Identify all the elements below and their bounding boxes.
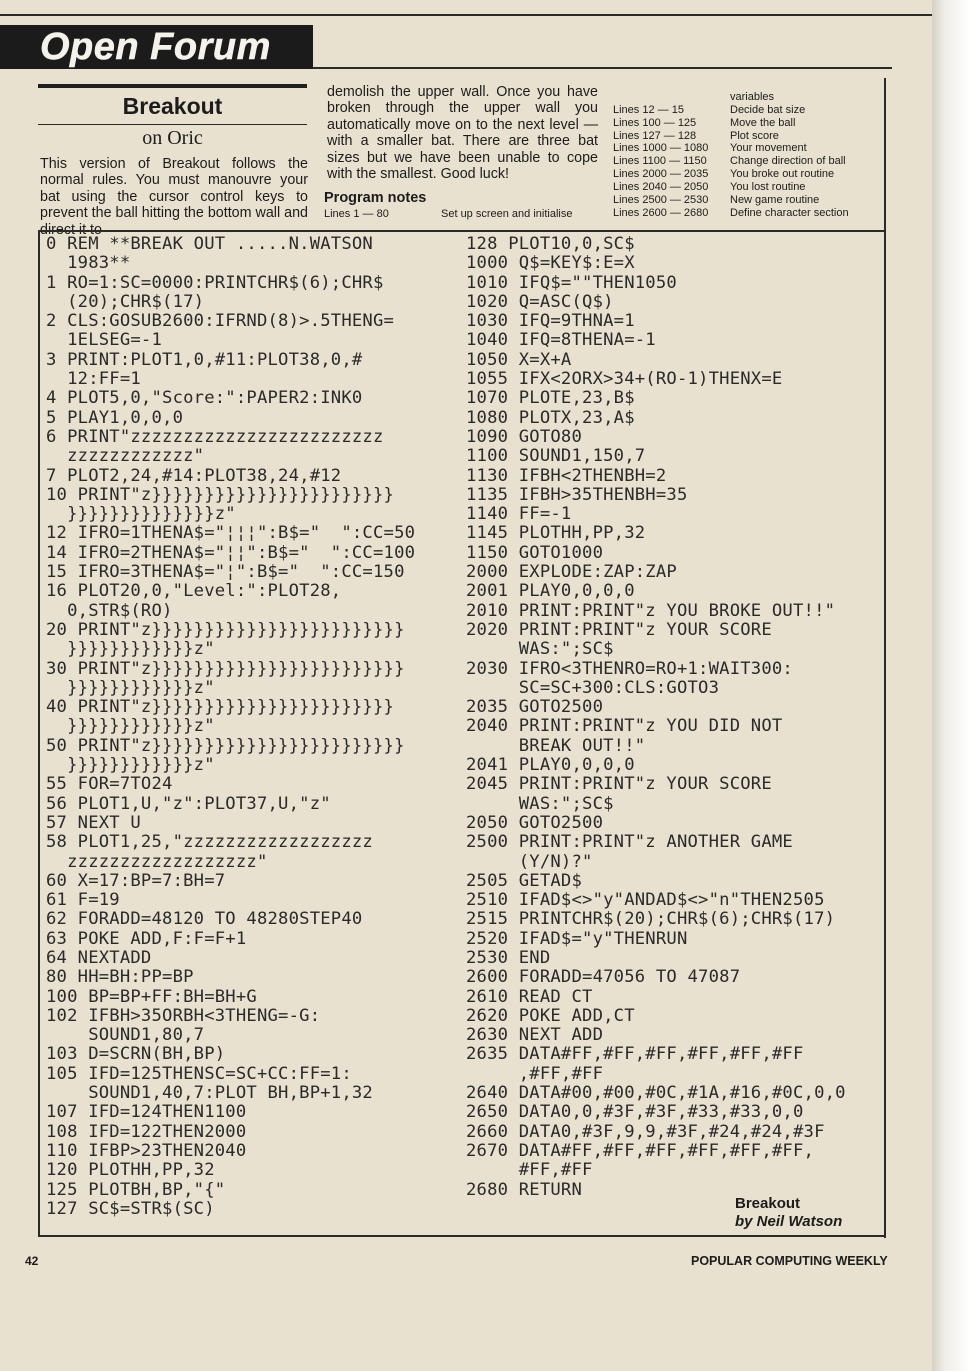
article-title: Breakout	[122, 93, 223, 119]
program-notes-first-row	[324, 207, 594, 221]
notes-description: Decide bat size	[730, 103, 806, 116]
notes-lines: Lines 2040 — 2050	[613, 180, 709, 193]
notes-lines: Lines 2500 — 2530	[613, 193, 709, 206]
notes-description: You lost routine	[730, 180, 806, 193]
notes-lines: Lines 127 — 128	[613, 129, 697, 142]
notes-lines: Lines 100 — 125	[613, 116, 697, 129]
intro-column-1: This version of Breakout follows the normal rules. You must manouvre your bat using the cursor control keys to prevent the ball hitting the bottom wall and direct it to	[40, 156, 308, 238]
credit-author: by Neil Watson	[735, 1213, 843, 1230]
magazine-name: POPULAR COMPUTING WEEKLY	[691, 1254, 888, 1268]
notes-lines: Lines 12 — 15	[613, 103, 684, 116]
article-subtitle: on Oric	[142, 127, 203, 149]
credit-title: Breakout	[735, 1195, 801, 1212]
section-title: Open Forum	[40, 26, 271, 68]
banner-rule	[313, 67, 892, 69]
program-listing	[38, 230, 886, 1237]
notes-description: variables	[730, 91, 775, 103]
binding-gutter	[932, 0, 970, 1371]
listing-credit	[735, 1195, 842, 1231]
listing-right-column: 128 PLOT10,0,SC$ 1000 Q$=KEY$:E=X 1010 IFQ$=""THEN1050 1020 Q=ASC(Q$) 1030 IFQ=9THNA=1 1040 IFQ=8THENA=-1 1050 X=X+A 1055 IFX<2ORX>34+(RO-1)THENX=E 1070 PLOTE,23,B$ 1080 PLOTX,23,A$ 1090 GOTO80 1100 SOUND1,150,7 1130 IFBH<2THENBH=2 1135 IFBH>35THENBH=35 1140 FF=-1 1145 PLOTHH,PP,32 1150 GOTO1000 2000 EXPLODE:ZAP:ZAP 2001 PLAY0,0,0,0 2010 PRINT:PRINT"z YOU BROKE OUT!!" 2020 PRINT:PRINT"z YOUR SCORE WAS:";SC$ 2030 IFRO<3THENRO=RO+1:WAIT300: SC=SC+300:CLS:GOTO3 2035 GOTO2500 2040 PRINT:PRINT"z YOU DID NOT BREAK OUT!!" 2041 PLAY0,0,0,0 2045 PRINT:PRINT"z YOUR SCORE WAS:";SC$ 2050 GOTO2500 2500 PRINT:PRINT"z ANOTHER GAME (Y/N)?" 2505 GETAD$ 2510 IFAD$<>"y"ANDAD$<>"n"THEN2505 2515 PRINTCHR$(20);CHR$(6);CHR$(17) 2520 IFAD$="y"THENRUN 2530 END 2600 FORADD=47056 TO 47087 2610 READ CT 2620 POKE ADD,CT 2630 NEXT ADD 2635 DATA#FF,#FF,#FF,#FF,#FF,#FF ,#FF,#FF 2640 DATA#00,#00,#0C,#1A,#16,#0C,0,0 2650 DATA0,0,#3F,#3F,#33,#33,0,0 2660 DATA0,#3F,9,9,#3F,#24,#24,#3F 2670 DATA#FF,#FF,#FF,#FF,#FF,#FF, #FF,#FF 2680 RETURN	[466, 234, 846, 1200]
notes-lines: Lines 1 — 80	[324, 208, 389, 220]
title-divider	[38, 124, 307, 125]
title-box-rule	[38, 84, 307, 88]
notes-lines: Lines 1000 — 1080	[613, 142, 709, 155]
program-notes-heading: Program notes	[324, 190, 427, 206]
notes-description: Define character section	[730, 206, 849, 219]
top-rule	[0, 14, 932, 16]
notes-description: Plot score	[730, 129, 779, 142]
notes-lines: Lines 1100 — 1150	[613, 155, 707, 168]
notes-description: Your movement	[730, 142, 807, 155]
section-banner	[0, 25, 313, 69]
notes-lines: Lines 2600 — 2680	[613, 206, 709, 219]
notes-description: Move the ball	[730, 116, 796, 129]
notes-description: New game routine	[730, 193, 820, 206]
listing-left-column: 0 REM **BREAK OUT .....N.WATSON 1983** 1 RO=1:SC=0000:PRINTCHR$(6);CHR$ (20);CHR$(17) 2 CLS:GOSUB2600:IFRND(8)>.5THENG= 1ELSEG=-1 3 PRINT:PLOT1,0,#11:PLOT38,0,# 12:FF=1 4 PLOT5,0,"Score:":PAPER2:INK0 5 PLAY1,0,0,0 6 PRINT"zzzzzzzzzzzzzzzzzzzzzzzz zzzzzzzzzzzz" 7 PLOT2,24,#14:PLOT38,24,#12 10 PRINT"z}}}}}}}}}}}}}}}}}}}}}}} }}}}}}}}}}}}}}z" 12 IFRO=1THENA$="¦¦¦":B$=" ":CC=50 14 IFRO=2THENA$="¦¦":B$=" ":CC=100 15 IFRO=3THENA$="¦":B$=" ":CC=150 16 PLOT20,0,"Level:":PLOT28, 0,STR$(RO) 20 PRINT"z}}}}}}}}}}}}}}}}}}}}}}}} }}}}}}}}}}}}z" 30 PRINT"z}}}}}}}}}}}}}}}}}}}}}}}} }}}}}}}}}}}}z" 40 PRINT"z}}}}}}}}}}}}}}}}}}}}}}} }}}}}}}}}}}}z" 50 PRINT"z}}}}}}}}}}}}}}}}}}}}}}}} }}}}}}}}}}}}z" 55 FOR=7TO24 56 PLOT1,U,"z":PLOT37,U,"z" 57 NEXT U 58 PLOT1,25,"zzzzzzzzzzzzzzzzzz zzzzzzzzzzzzzzzzzz" 60 X=17:BP=7:BH=7 61 F=19 62 FORADD=48120 TO 48280STEP40 63 POKE ADD,F:F=F+1 64 NEXTADD 80 HH=BH:PP=BP 100 BP=BP+FF:BH=BH+G 102 IFBH>35ORBH<3THENG=-G: SOUND1,80,7 103 D=SCRN(BH,BP) 105 IFD=125THENSC=SC+CC:FF=1: SOUND1,40,7:PLOT BH,BP+1,32 107 IFD=124THEN1100 108 IFD=122THEN2000 110 IFBP>23THEN2040 120 PLOTHH,PP,32 125 PLOTBH,BP,"{" 127 SC$=STR$(SC)	[46, 234, 416, 1219]
page-number: 42	[25, 1254, 39, 1268]
notes-description: Change direction of ball	[730, 155, 846, 168]
notes-lines: Lines 2000 — 2035	[613, 168, 709, 181]
intro-column-2: demolish the upper wall. Once you have broken through the upper wall you automatically move on to the next level — with a smaller bat. There are three bat sizes but we have been unable to cope with the smallest. Good luck!	[327, 84, 598, 183]
notes-description: You broke out routine	[730, 168, 835, 181]
notes-description: Set up screen and initialise	[441, 208, 573, 220]
